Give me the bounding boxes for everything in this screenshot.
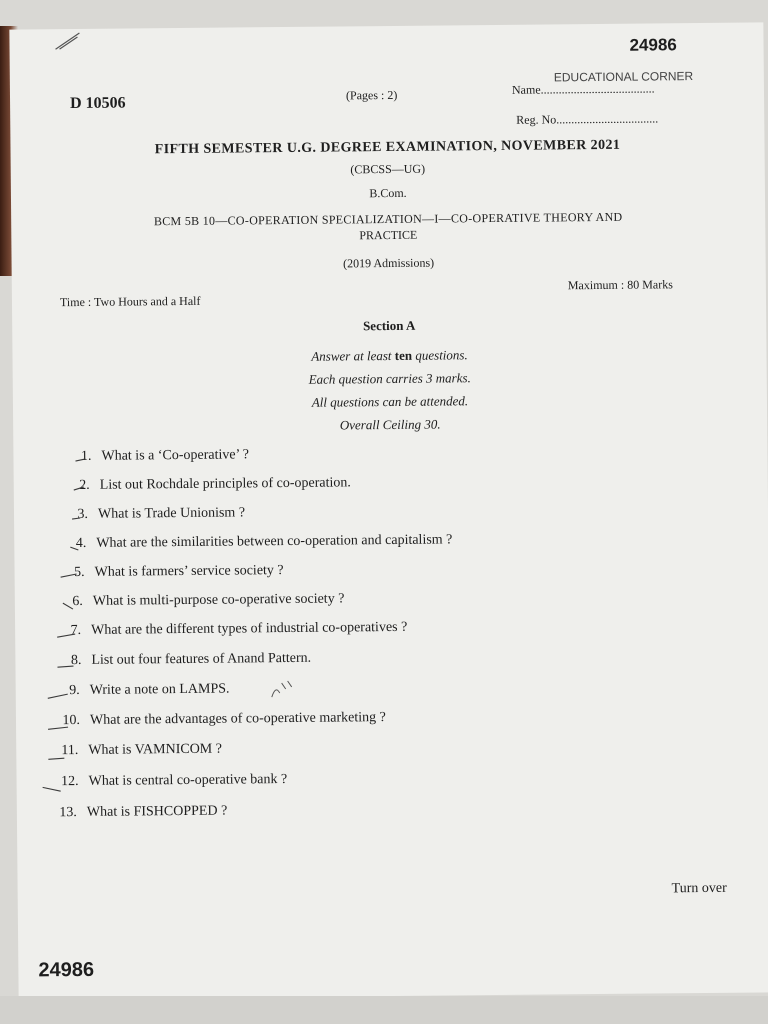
question-number: 6. [72, 593, 83, 610]
reg-no-field-label: Reg. No.................................. [516, 111, 659, 127]
question-number: 1. [80, 448, 92, 464]
pen-tick-marks-icon [31, 449, 94, 810]
question-text: What are the similarities between co-operation and capitalism ? [96, 532, 453, 551]
question-text: What is multi-purpose co-operative society ? [92, 591, 345, 609]
question-number: 2. [79, 477, 90, 493]
course-title-line-1: BCM 5B 10—CO-OPERATION SPECIALIZATION—I—CO-OPERATIVE THEORY AND [153, 209, 623, 229]
watermark-text: EDUCATIONAL CORNER [553, 69, 694, 85]
question-text: What is farmers’ service society ? [94, 563, 284, 580]
question-text: What are the different types of industrial co-operatives ? [91, 619, 408, 638]
question-number: 9. [69, 682, 80, 699]
paper-code: D 10506 [69, 94, 126, 113]
instruction-marks: Each question carries 3 marks. [308, 370, 471, 387]
serial-number-bottom: 24986 [38, 958, 95, 982]
question-number: 4. [75, 535, 87, 552]
scheme-label: (CBCSS—UG) [350, 161, 426, 177]
pen-scribble-icon [268, 679, 298, 701]
turn-over-label: Turn over [671, 880, 727, 897]
question-number: 8. [70, 652, 82, 669]
question-number: 5. [74, 564, 85, 581]
instruction-attend: All questions can be attended. [311, 393, 469, 410]
admissions-label: (2019 Admissions) [343, 255, 435, 271]
question-text: What is VAMNICOM ? [88, 741, 223, 758]
course-title-line-2: PRACTICE [359, 227, 418, 243]
instruction-answer-count [12, 344, 766, 367]
pages-count: (Pages : 2) [345, 87, 398, 103]
instruction-suffix: questions. [415, 347, 468, 363]
exam-title: FIFTH SEMESTER U.G. DEGREE EXAMINATION, NOVEMBER 2021 [154, 137, 621, 158]
section-heading: Section A [362, 317, 416, 334]
name-field-label: Name...................................... [511, 81, 655, 97]
exam-paper [9, 22, 768, 999]
serial-number-top: 24986 [629, 35, 677, 55]
question-number: 11. [61, 743, 79, 759]
question-text: What are the advantages of co-operative marketing ? [89, 710, 386, 728]
instruction-ceiling: Overall Ceiling 30. [339, 416, 441, 433]
question-text: What is a ‘Co-operative’ ? [101, 447, 249, 464]
question-text: What is FISHCOPPED ? [86, 803, 228, 820]
instruction-count: ten [394, 347, 413, 363]
question-text: What is Trade Unionism ? [97, 505, 246, 522]
question-number: 10. [62, 712, 81, 729]
question-text: List out Rochdale principles of co-operation. [99, 475, 351, 493]
question-number: 13. [59, 805, 77, 821]
background-strip [0, 996, 768, 1024]
question-text: What is central co-operative bank ? [88, 772, 288, 789]
question-text: List out four features of Anand Pattern. [91, 650, 312, 668]
question-text: Write a note on LAMPS. [89, 681, 230, 698]
time-allowed: Time : Two Hours and a Half [59, 293, 201, 310]
question-number: 7. [70, 622, 82, 639]
instruction-prefix: Answer at least [311, 347, 392, 364]
programme-label: B.Com. [369, 185, 407, 201]
maximum-marks: Maximum : 80 Marks [567, 277, 673, 293]
pen-scribble-icon [53, 29, 83, 53]
question-number: 12. [61, 774, 79, 790]
question-number: 3. [77, 506, 89, 523]
